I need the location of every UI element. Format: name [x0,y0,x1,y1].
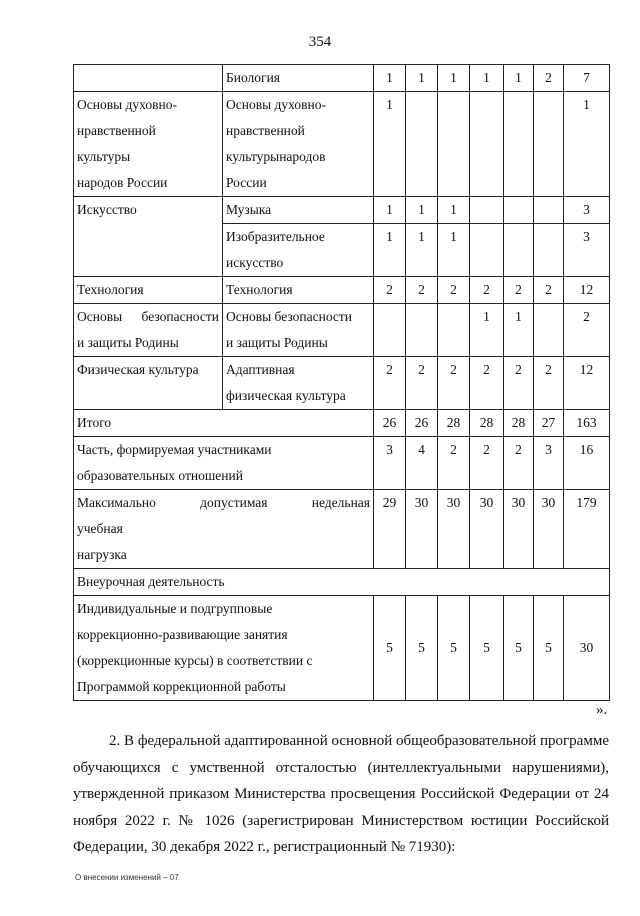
table-cell-value: 16 [564,437,610,490]
table-cell-value: 30 [470,490,504,569]
table-cell-label [223,357,374,410]
table-cell-label [74,304,223,357]
table-cell-value: 27 [534,410,564,437]
table-cell-value: 1 [564,92,610,197]
curriculum-table [73,64,610,701]
table-cell-value [504,197,534,224]
table-row [74,490,610,569]
cell-line: России [226,175,267,190]
table-cell-value: 30 [438,490,470,569]
cell-line: и защиты Родины [226,335,328,350]
table-cell-value: 2 [564,304,610,357]
table-row [74,65,610,92]
table-cell-value [438,92,470,197]
table-cell-value: 5 [438,596,470,701]
table-cell-value [438,304,470,357]
table-cell-value: 26 [406,410,438,437]
table-row [74,304,610,357]
table-cell-label: Физическая культура [74,357,223,410]
table-cell-label: Музыка [223,197,374,224]
table-row [74,437,610,490]
table-cell-label [74,92,223,197]
table-cell-value: 2 [534,357,564,410]
table-cell-value: 5 [470,596,504,701]
table-cell-value: 1 [438,224,470,277]
table-cell-value: 30 [406,490,438,569]
table-cell-label [74,490,374,569]
table-cell-value: 26 [374,410,406,437]
table-cell-label [74,437,374,490]
table-cell-value: 2 [470,437,504,490]
cell-line: искусство [226,255,284,270]
table-row [74,197,610,224]
cell-line: Адаптивная [226,362,295,377]
table-cell-value [374,304,406,357]
curriculum-table-body [74,65,610,701]
table-cell-value: 2 [374,357,406,410]
table-cell-label: Искусство [74,197,223,277]
cell-line: народов России [77,175,168,190]
cell-line: Основы безопасности [226,309,353,324]
table-cell-label [223,224,374,277]
table-cell-label [74,596,374,701]
table-cell-value: 12 [564,277,610,304]
table-cell-value [470,224,504,277]
table-cell-value: 2 [504,437,534,490]
cell-line: образовательных отношений [77,468,243,483]
cell-line: и защиты Родины [77,335,179,350]
table-cell-value: 2 [504,277,534,304]
table-cell-value: 5 [504,596,534,701]
cell-line: культурынародов [226,149,326,164]
table-cell-value: 1 [374,224,406,277]
table-cell-value: 3 [374,437,406,490]
table-cell-label: Внеурочная деятельность [74,569,610,596]
table-cell-label [223,92,374,197]
cell-line: нравственной [226,123,305,138]
table-cell-value: 2 [470,277,504,304]
table-cell-value: 179 [564,490,610,569]
cell-line: Основы духовно- [77,97,177,112]
table-cell-value: 28 [438,410,470,437]
table-cell-value [504,92,534,197]
table-cell-label: Биология [223,65,374,92]
table-cell-label: Технология [223,277,374,304]
table-cell-value: 2 [438,277,470,304]
cell-line: физическая культура [226,388,346,403]
cell-line: Основы безопасности [77,309,219,324]
table-cell-value: 1 [374,65,406,92]
table-cell-value: 2 [504,357,534,410]
table-cell-value [534,224,564,277]
cell-line: Максимально допустимая недельная [77,495,370,510]
table-cell-value: 5 [374,596,406,701]
table-cell-value: 2 [534,65,564,92]
table-cell-label: Технология [74,277,223,304]
table-cell-value: 1 [374,197,406,224]
table-cell-value: 163 [564,410,610,437]
cell-line: (коррекционные курсы) в соответствии с [77,653,313,668]
table-cell-value: 1 [504,304,534,357]
table-row [74,596,610,701]
body-paragraph: 2. В федеральной адаптированной основной общеобразовательной программе обучающихся с умственной отсталостью (интеллектуальными нарушениями), утвержденной приказом Министерства просвещения Российской Федерации от 24 ноября 2022 г. № 1026 (зарегистрирован Министерством юстиции Российской Федерации, 30 декабря 2022 г., регистрационный № 71930): [73,733,609,855]
table-cell-value [504,224,534,277]
table-cell-value: 2 [470,357,504,410]
table-cell-value: 2 [406,277,438,304]
cell-line: Изобразительное [226,229,325,244]
cell-line: Индивидуальные и подгрупповые [77,601,273,616]
table-cell-value: 28 [504,410,534,437]
table-cell-value: 2 [374,277,406,304]
cell-line: Часть, формируемая участниками [77,442,272,457]
table-cell-value: 7 [564,65,610,92]
table-row [74,569,610,596]
cell-line: Основы духовно- [226,97,326,112]
table-cell-value: 3 [534,437,564,490]
table-cell-value [406,92,438,197]
footer-note: О внесении изменений – 07 [75,873,179,882]
cell-line: Программой коррекционной работы [77,679,286,694]
table-cell-value: 29 [374,490,406,569]
cell-line: учебная [77,521,123,536]
table-cell-value: 30 [564,596,610,701]
table-cell-value: 2 [406,357,438,410]
cell-line: нагрузка [77,547,127,562]
table-cell-value: 1 [470,304,504,357]
table-cell-value: 2 [534,277,564,304]
table-row [74,410,610,437]
closing-quote: ». [596,702,608,718]
cell-line: коррекционно-развивающие занятия [77,627,288,642]
table-cell-label: Итого [74,410,374,437]
table-cell-value: 1 [406,197,438,224]
table-cell-value: 1 [438,197,470,224]
table-cell-value: 1 [438,65,470,92]
table-row [74,92,610,197]
table-cell-label [74,65,223,92]
table-cell-value: 1 [406,65,438,92]
table-cell-value: 2 [438,357,470,410]
table-cell-value [534,304,564,357]
table-cell-value: 1 [504,65,534,92]
table-row [74,357,610,410]
table-cell-value [470,92,504,197]
table-cell-value: 30 [534,490,564,569]
table-cell-value: 5 [406,596,438,701]
table-row [74,277,610,304]
table-cell-value [470,197,504,224]
cell-line: нравственной [77,123,156,138]
table-cell-value: 5 [534,596,564,701]
cell-line: культуры [77,149,131,164]
table-cell-value: 1 [470,65,504,92]
table-cell-value: 30 [504,490,534,569]
table-cell-value [406,304,438,357]
table-cell-value: 12 [564,357,610,410]
table-cell-value: 3 [564,224,610,277]
table-cell-value: 1 [406,224,438,277]
page-number: 354 [308,34,332,50]
table-cell-value: 28 [470,410,504,437]
table-cell-value: 3 [564,197,610,224]
table-cell-label [223,304,374,357]
table-cell-value [534,92,564,197]
table-cell-value: 4 [406,437,438,490]
table-cell-value: 1 [374,92,406,197]
table-cell-value: 2 [438,437,470,490]
table-cell-value [534,197,564,224]
